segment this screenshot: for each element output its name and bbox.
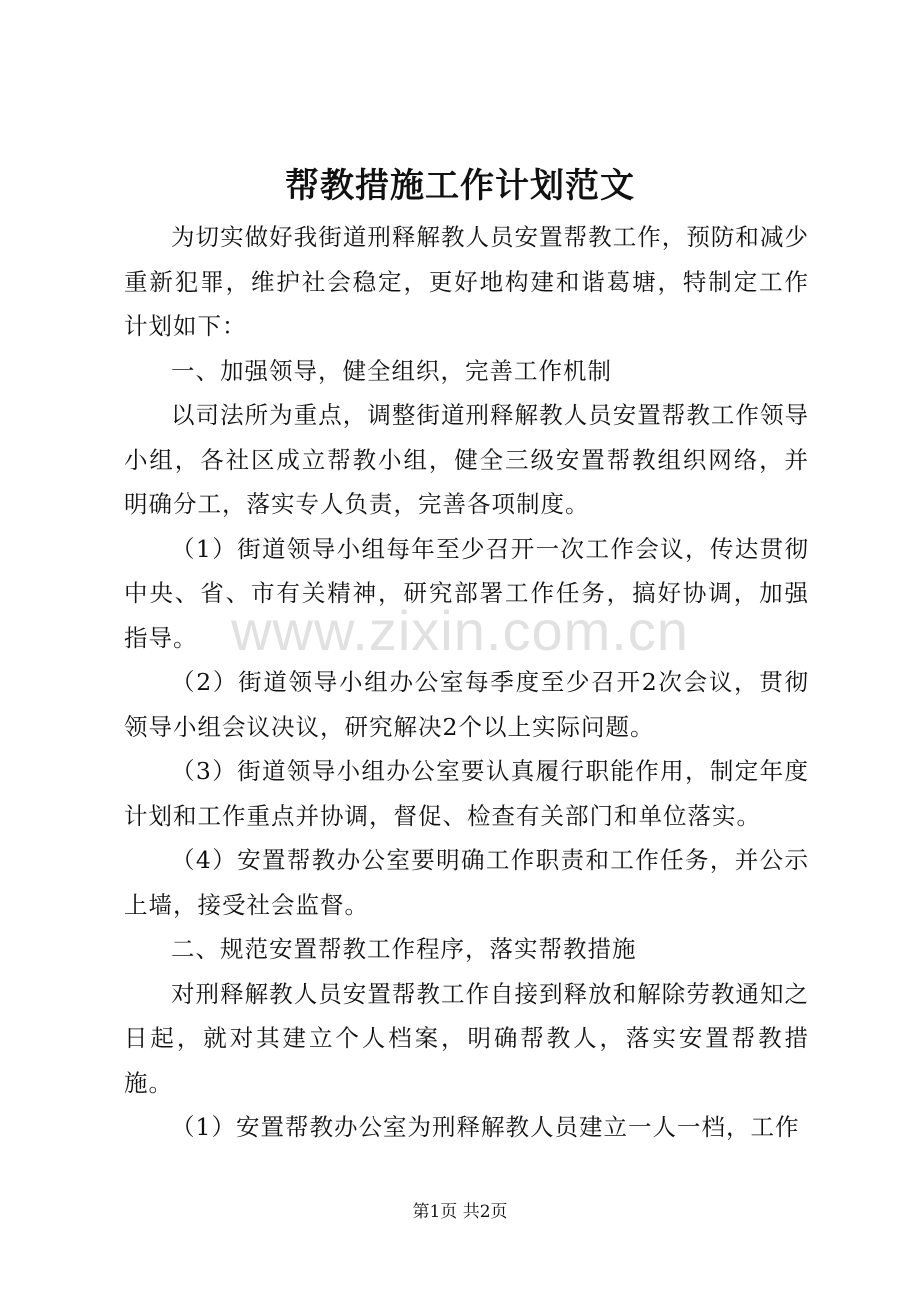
paragraph: 为切实做好我街道刑释解教人员安置帮教工作，预防和减少重新犯罪，维护社会稳定，更好地构建和谐葛塘，特制定工作计划如下： [124,223,809,340]
list-item: （2）街道领导小组办公室每季度至少召开2次会议，贯彻领导小组会议决议，研究解决2个以上实际问题。 [124,668,809,741]
watermark: www.zixin.com.cn [231,599,689,662]
list-item: （4）安置帮教办公室要明确工作职责和工作任务，并公示上墙，接受社会监督。 [124,846,809,919]
page-footer: 第1页 共2页 [412,1202,508,1222]
list-item: （3）街道领导小组办公室要认真履行职能作用，制定年度计划和工作重点并协调，督促、检查有关部门和单位落实。 [124,757,809,830]
paragraph: 以司法所为重点，调整街道刑释解教人员安置帮教工作领导小组，各社区成立帮教小组，健全三级安置帮教组织网络，并明确分工，落实专人负责，完善各项制度。 [124,401,809,518]
document-body [124,215,809,1150]
document-title: 帮教措施工作计划范文 [285,166,635,206]
section-heading: 一、加强领导，健全组织，完善工作机制 [171,356,612,385]
list-item: （1）街道领导小组每年至少召开一次工作会议，传达贯彻中央、省、市有关精神，研究部署工作任务，搞好协调，加强指导。 [124,534,809,652]
list-item: （1）安置帮教办公室为刑释解教人员建立一人一档，工作 [171,1113,800,1141]
paragraph: 对刑释解教人员安置帮教工作自接到释放和解除劳教通知之日起，就对其建立个人档案，明确帮教人，落实安置帮教措施。 [124,979,809,1097]
section-heading: 二、规范安置帮教工作程序，落实帮教措施 [171,935,637,963]
